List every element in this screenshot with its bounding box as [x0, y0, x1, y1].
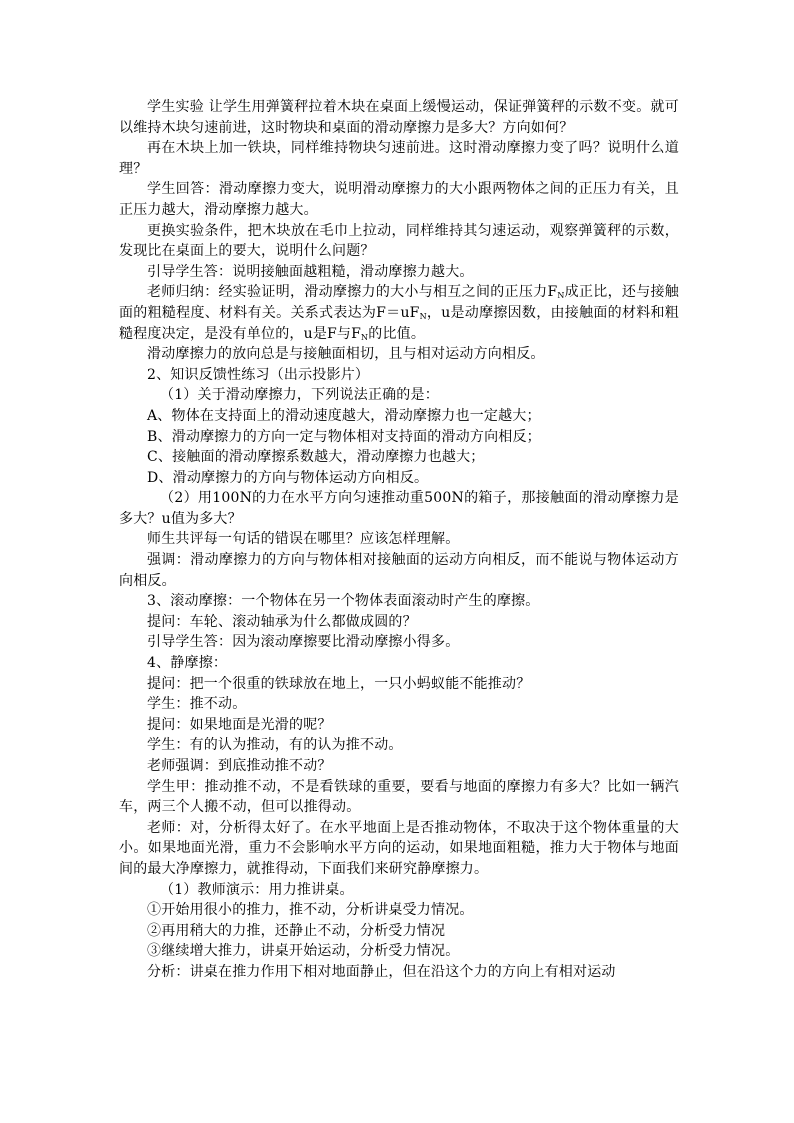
demo-step-1: ①开始用很小的推力，推不动，分析讲桌受力情况。 — [147, 902, 474, 919]
document-body — [119, 97, 679, 983]
paragraph-review: 师生共评每一句话的错误在哪里？应该怎样理解。 — [147, 531, 460, 548]
paragraph-guide-answer: 引导学生答：说明接触面越粗糙，滑动摩擦力越大。 — [147, 263, 474, 280]
paragraph-question-wheels: 提问：车轮、滚动轴承为什么都做成圆的？ — [147, 613, 417, 630]
option-b: B、滑动摩擦力的方向一定与物体相对支持面的滑动方向相反； — [147, 428, 541, 445]
paragraph-teacher-analysis: 老师：对，分析得太好了。在水平地面上是否推动物体，不取决于这个物体重量的大小。如果地面光滑，重力不会影响水平方向的运动，如果地面粗糙，推力大于物体与地面间的最大净摩擦力，就推得动，下面我们来研究静摩擦力。 — [119, 819, 679, 877]
paragraph-change-conditions: 更换实验条件，把木块放在毛巾上拉动，同样维持其匀速运动，观察弹簧秤的示数，发现比在桌面上的要大，说明什么问题？ — [119, 222, 679, 260]
paragraph-student-a: 学生甲：推动推不动，不是看铁球的重要，要看与地面的摩擦力有多大？比如一辆汽车，两三个人搬不动，但可以推得动。 — [119, 778, 679, 816]
paragraph-question-ant: 提问：把一个很重的铁球放在地上，一只小蚂蚁能不能推动？ — [147, 675, 531, 692]
paragraph-add-iron-block: 再在木块上加一铁块，同样维持物块匀速前进。这时滑动摩擦力变了吗？说明什么道理？ — [119, 140, 679, 177]
option-c: C、接触面的滑动摩擦系数越大，滑动摩擦力也越大； — [147, 449, 485, 466]
paragraph-demo: （1）教师演示：用力推讲桌。 — [160, 881, 354, 898]
question-1: （1）关于滑动摩擦力，下列说法正确的是： — [160, 387, 439, 404]
paragraph-analysis: 分析：讲桌在推力作用下相对地面静止，但在沿这个力的方向上有相对运动 — [147, 963, 616, 980]
paragraph-student-experiment: 学生实验 让学生用弹簧秤拉着木块在桌面上缓慢运动，保证弹簧秤的示数不变。就可以维持木块匀速前进，这时物块和桌面的滑动摩擦力是多大？方向如何？ — [119, 99, 679, 136]
section-heading-static-friction: 4、静摩擦： — [147, 655, 228, 672]
demo-step-3: ③继续增大推力，讲桌开始运动，分析受力情况。 — [147, 943, 460, 960]
section-heading-rolling-friction: 3、滚动摩擦：一个物体在另一个物体表面滚动时产生的摩擦。 — [147, 593, 540, 610]
paragraph-guide-answer-rolling: 引导学生答：因为滚动摩擦要比滑动摩擦小得多。 — [147, 634, 460, 651]
paragraph-emphasis: 强调：滑动摩擦力的方向与物体相对接触面的运动方向相反，而不能说与物体运动方向相反。 — [119, 552, 679, 589]
option-d: D、滑动摩擦力的方向与物体运动方向相反。 — [147, 469, 429, 486]
section-heading-feedback: 2、知识反馈性练习（出示投影片） — [147, 366, 370, 383]
paragraph-friction-direction: 滑动摩擦力的放向总是与接触面相切，且与相对运动方向相反。 — [147, 346, 545, 363]
paragraph-student-answer: 学生回答：滑动摩擦力变大，说明滑动摩擦力的大小跟两物体之间的正压力有关，且正压力越大，滑动摩擦力越大。 — [119, 181, 679, 218]
paragraph-student-mixed: 学生：有的认为推动，有的认为推不动。 — [147, 737, 403, 754]
option-a: A、物体在支持面上的滑动速度越大，滑动摩擦力也一定越大； — [147, 407, 541, 424]
paragraph-question-smooth: 提问：如果地面是光滑的呢？ — [147, 716, 332, 733]
paragraph-teacher-emphasis: 老师强调：到底推动推不动？ — [147, 758, 332, 774]
demo-step-2: ②再用稍大的力推，还静止不动，分析受力情况 — [147, 922, 446, 939]
paragraph-teacher-summary: 老师归纳：经实验证明，滑动摩擦力的大小与相互之间的正压力$F_N$成正比，还与接触面的粗糙程度、材料有关。关系式表达为$F=uF_N$，u是动摩擦因数，由接触面的材料和粗糙程度决定，是没有单位的，u是F与$F_N$的比值。 — [119, 284, 680, 342]
question-2: （2）用100N的力在水平方向匀速推动重500N的箱子，那接触面的滑动摩擦力是多大？u值为多大？ — [119, 490, 679, 527]
paragraph-student-cannot: 学生：推不动。 — [147, 696, 247, 713]
